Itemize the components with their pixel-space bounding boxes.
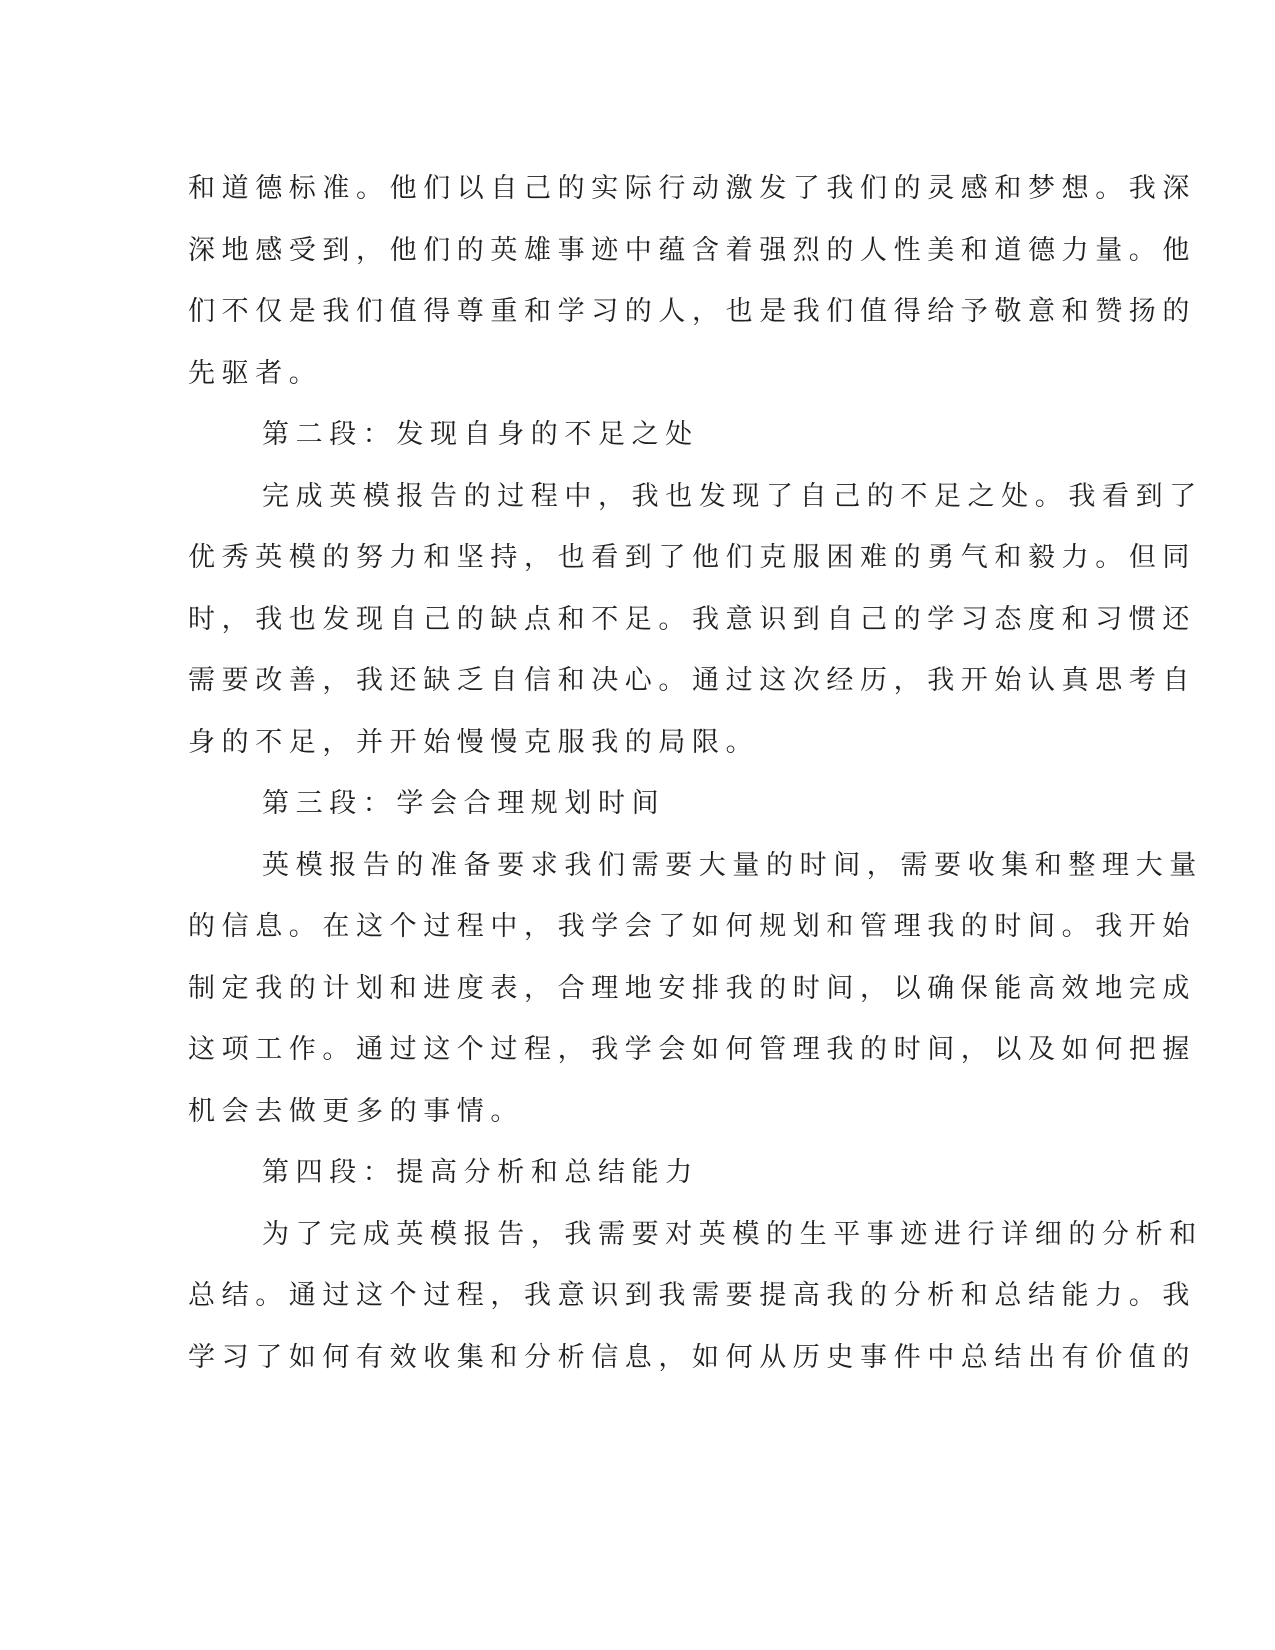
text-line: 机会去做更多的事情。 xyxy=(188,1095,524,1127)
text-line: 需要改善，我还缺乏自信和决心。通过这次经历，我开始认真思考自 xyxy=(188,665,1196,696)
section-heading-4: 第四段：提高分析和总结能力 xyxy=(262,1157,699,1188)
text-line: 的信息。在这个过程中，我学会了如何规划和管理我的时间。我开始 xyxy=(188,911,1196,942)
text-line: 时，我也发现自己的缺点和不足。我意识到自己的学习态度和习惯还 xyxy=(188,603,1196,635)
text-line: 和道德标准。他们以自己的实际行动激发了我们的灵感和梦想。我深 xyxy=(188,173,1196,204)
section-heading-2: 第二段：发现自身的不足之处 xyxy=(262,419,699,450)
text-line: 学习了如何有效收集和分析信息，如何从历史事件中总结出有价值的 xyxy=(188,1341,1196,1373)
text-line: 深地感受到，他们的英雄事迹中蕴含着强烈的人性美和道德力量。他 xyxy=(188,234,1196,266)
text-line: 优秀英模的努力和坚持，也看到了他们克服困难的勇气和毅力。但同 xyxy=(188,542,1196,573)
text-line: 们不仅是我们值得尊重和学习的人，也是我们值得给予敬意和赞扬的 xyxy=(188,296,1196,327)
text-line: 先驱者。 xyxy=(188,357,323,389)
text-line: 总结。通过这个过程，我意识到我需要提高我的分析和总结能力。我 xyxy=(188,1280,1196,1311)
paragraph-start: 为了完成英模报告，我需要对英模的生平事迹进行详细的分析和 xyxy=(262,1218,1203,1250)
text-line: 制定我的计划和进度表，合理地安排我的时间，以确保能高效地完成 xyxy=(188,972,1196,1004)
paragraph-start: 完成英模报告的过程中，我也发现了自己的不足之处。我看到了 xyxy=(262,480,1203,512)
text-line: 身的不足，并开始慢慢克服我的局限。 xyxy=(188,726,760,758)
document-body xyxy=(188,158,1203,1388)
section-heading-3: 第三段：学会合理规划时间 xyxy=(262,788,666,819)
paragraph-start: 英模报告的准备要求我们需要大量的时间，需要收集和整理大量 xyxy=(262,849,1203,881)
text-line: 这项工作。通过这个过程，我学会如何管理我的时间，以及如何把握 xyxy=(188,1034,1196,1065)
